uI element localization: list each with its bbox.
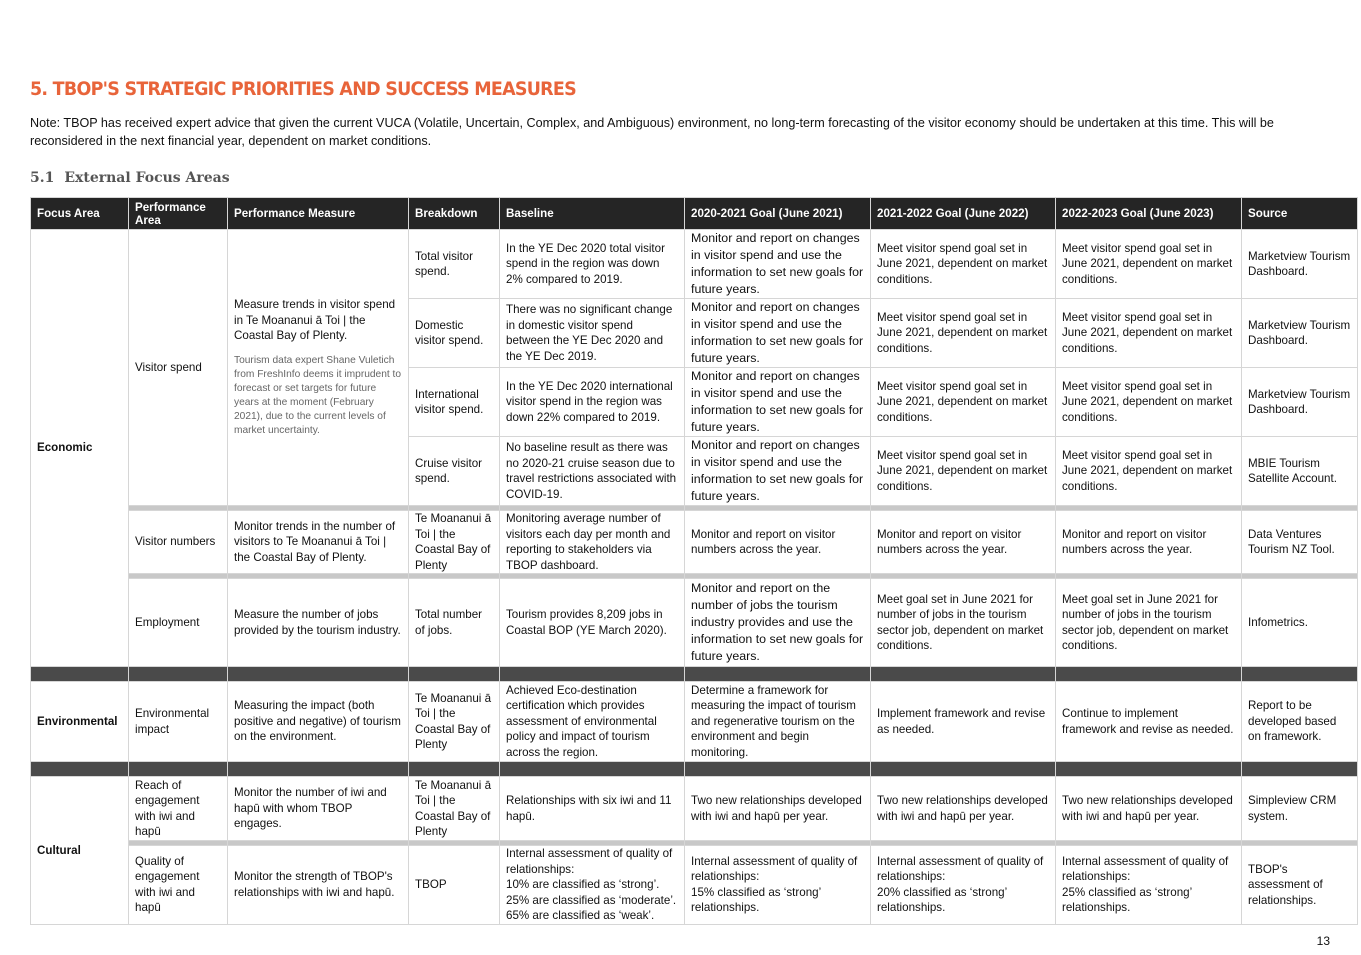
- focus-area-economic: Economic: [31, 230, 129, 667]
- goal-intro: Internal assessment of quality of relationships:: [691, 854, 858, 884]
- goal-2021-cell: Monitor and report on changes in visitor spend and use the information to set new goals for future years.: [685, 230, 871, 299]
- goal-intro: Internal assessment of quality of relationships:: [1062, 854, 1229, 884]
- performance-area-visitor-numbers: Visitor numbers: [129, 511, 228, 574]
- measure-note: Tourism data expert Shane Vuletich from FreshInfo deems it imprudent to forecast or set targets for future years at the moment (February 2021), due to the current levels of market uncertainty.: [234, 354, 402, 436]
- subsection-title: External Focus Areas: [64, 170, 230, 186]
- section-divider: [31, 667, 1358, 682]
- header-focus-area: Focus Area: [31, 198, 129, 230]
- measure-employment: Measure the number of jobs provided by the tourism industry.: [228, 579, 409, 667]
- goal-2021-cell: Determine a framework for measuring the impact of tourism and regenerative tourism on the environment and begin monitoring.: [685, 682, 871, 762]
- baseline-cell: [500, 846, 685, 925]
- section-heading: 5. TBOP'S STRATEGIC PRIORITIES AND SUCCESS MEASURES: [30, 78, 576, 100]
- measure-reach: Monitor the number of iwi and hapū with whom TBOP engages.: [228, 777, 409, 841]
- goal-2021-cell: Monitor and report on changes in visitor spend and use the information to set new goals for future years.: [685, 299, 871, 368]
- source-cell: TBOP's assessment of relationships.: [1242, 846, 1358, 925]
- goal-2023-cell: Monitor and report on visitor numbers across the year.: [1056, 511, 1242, 574]
- header-goal-2023: 2022-2023 Goal (June 2023): [1056, 198, 1242, 230]
- source-cell: Simpleview CRM system.: [1242, 777, 1358, 841]
- header-source: Source: [1242, 198, 1358, 230]
- breakdown-cell: Te Moananui ā Toi | the Coastal Bay of Plenty: [409, 777, 500, 841]
- header-performance-measure: Performance Measure: [228, 198, 409, 230]
- goal-line: 25% classified as ‘strong’ relationships.: [1062, 885, 1192, 915]
- table-header-row: [31, 198, 1358, 230]
- source-cell: Infometrics.: [1242, 579, 1358, 667]
- breakdown-cell: Te Moananui ā Toi | the Coastal Bay of Plenty: [409, 511, 500, 574]
- measure-visitor-spend: [228, 230, 409, 506]
- header-baseline: Baseline: [500, 198, 685, 230]
- section-divider: [31, 762, 1358, 777]
- goal-2022-cell: Monitor and report on visitor numbers across the year.: [871, 511, 1056, 574]
- table-row: [31, 846, 1358, 925]
- goal-2021-cell: [685, 846, 871, 925]
- baseline-cell: Monitoring average number of visitors each day per month and reporting to stakeholders via TBOP dashboard.: [500, 511, 685, 574]
- baseline-cell: In the YE Dec 2020 total visitor spend in the region was down 2% compared to 2019.: [500, 230, 685, 299]
- measure-environmental-impact: Measuring the impact (both positive and negative) of tourism on the environment.: [228, 682, 409, 762]
- baseline-cell: There was no significant change in domestic visitor spend between the YE Dec 2020 and the YE Dec 2019.: [500, 299, 685, 368]
- table-row: [31, 579, 1358, 667]
- focus-area-environmental: Environmental: [31, 682, 129, 762]
- source-cell: Marketview Tourism Dashboard.: [1242, 230, 1358, 299]
- performance-area-environmental-impact: Environmental impact: [129, 682, 228, 762]
- performance-area-visitor-spend: Visitor spend: [129, 230, 228, 506]
- header-goal-2021: 2020-2021 Goal (June 2021): [685, 198, 871, 230]
- table-row: [31, 777, 1358, 841]
- source-cell: Data Ventures Tourism NZ Tool.: [1242, 511, 1358, 574]
- focus-area-cultural: Cultural: [31, 777, 129, 925]
- source-cell: Marketview Tourism Dashboard.: [1242, 299, 1358, 368]
- baseline-line: 10% are classified as ‘strong’.: [506, 878, 660, 891]
- goal-2023-cell: [1056, 846, 1242, 925]
- goal-2023-cell: Meet visitor spend goal set in June 2021, dependent on market conditions.: [1056, 299, 1242, 368]
- baseline-cell: Relationships with six iwi and 11 hapū.: [500, 777, 685, 841]
- breakdown-cell: Total visitor spend.: [409, 230, 500, 299]
- goal-line: 20% classified as ‘strong’ relationships.: [877, 885, 1007, 915]
- header-goal-2022: 2021-2022 Goal (June 2022): [871, 198, 1056, 230]
- measure-quality: Monitor the strength of TBOP's relationships with iwi and hapū.: [228, 846, 409, 925]
- subsection-number: 5.1: [30, 170, 55, 186]
- goal-2022-cell: [871, 846, 1056, 925]
- goal-2022-cell: Meet visitor spend goal set in June 2021, dependent on market conditions.: [871, 437, 1056, 506]
- baseline-cell: In the YE Dec 2020 international visitor spend in the region was down 22% compared to 2019.: [500, 368, 685, 437]
- table-row: [31, 230, 1358, 299]
- breakdown-cell: Te Moananui ā Toi | the Coastal Bay of Plenty: [409, 682, 500, 762]
- goal-2023-cell: Meet visitor spend goal set in June 2021, dependent on market conditions.: [1056, 230, 1242, 299]
- breakdown-cell: Total number of jobs.: [409, 579, 500, 667]
- goal-2021-cell: Monitor and report on changes in visitor spend and use the information to set new goals for future years.: [685, 437, 871, 506]
- baseline-line: 65% are classified as ‘weak’.: [506, 909, 655, 922]
- goal-2023-cell: Continue to implement framework and revise as needed.: [1056, 682, 1242, 762]
- goal-2023-cell: Two new relationships developed with iwi and hapū per year.: [1056, 777, 1242, 841]
- goal-2023-cell: Meet visitor spend goal set in June 2021, dependent on market conditions.: [1056, 368, 1242, 437]
- goal-2022-cell: Meet visitor spend goal set in June 2021, dependent on market conditions.: [871, 368, 1056, 437]
- performance-area-employment: Employment: [129, 579, 228, 667]
- goal-2023-cell: Meet goal set in June 2021 for number of jobs in the tourism sector job, dependent on market conditions.: [1056, 579, 1242, 667]
- breakdown-cell: Domestic visitor spend.: [409, 299, 500, 368]
- measure-visitor-numbers: Monitor trends in the number of visitors to Te Moananui ā Toi | the Coastal Bay of Plenty.: [228, 511, 409, 574]
- baseline-line: 25% are classified as ‘moderate’.: [506, 893, 677, 907]
- source-cell: Report to be developed based on framework.: [1242, 682, 1358, 762]
- table-row: [31, 511, 1358, 574]
- breakdown-cell: TBOP: [409, 846, 500, 925]
- forecast-note: Note: TBOP has received expert advice that given the current VUCA (Volatile, Uncertain, Complex, and Ambiguous) environment, no long-term forecasting of the visitor economy should be undertaken at this time. This will be reconsidered in the next financial year, dependent on market conditions.: [30, 116, 1274, 148]
- goal-2022-cell: Implement framework and revise as needed.: [871, 682, 1056, 762]
- measure-text: Measure trends in visitor spend in Te Moananui ā Toi | the Coastal Bay of Plenty.: [234, 298, 396, 343]
- goal-2023-cell: Meet visitor spend goal set in June 2021, dependent on market conditions.: [1056, 437, 1242, 506]
- baseline-cell: Tourism provides 8,209 jobs in Coastal BOP (YE March 2020).: [500, 579, 685, 667]
- goal-2022-cell: Meet visitor spend goal set in June 2021, dependent on market conditions.: [871, 230, 1056, 299]
- breakdown-cell: International visitor spend.: [409, 368, 500, 437]
- page-number: 13: [1316, 934, 1330, 948]
- goal-2021-cell: Monitor and report on the number of jobs the tourism industry provides and use the information to set new goals for future years.: [685, 579, 871, 667]
- goal-intro: Internal assessment of quality of relationships:: [877, 854, 1044, 884]
- baseline-cell: No baseline result as there was no 2020-21 cruise season due to travel restrictions associated with COVID-19.: [500, 437, 685, 506]
- header-breakdown: Breakdown: [409, 198, 500, 230]
- goal-2022-cell: Meet visitor spend goal set in June 2021, dependent on market conditions.: [871, 299, 1056, 368]
- table-row: [31, 682, 1358, 762]
- breakdown-cell: Cruise visitor spend.: [409, 437, 500, 506]
- goal-2022-cell: Meet goal set in June 2021 for number of jobs in the tourism sector job, dependent on market conditions.: [871, 579, 1056, 667]
- header-performance-area: Performance Area: [129, 198, 228, 230]
- performance-area-quality: Quality of engagement with iwi and hapū: [129, 846, 228, 925]
- goal-2021-cell: Monitor and report on visitor numbers across the year.: [685, 511, 871, 574]
- goal-2021-cell: Monitor and report on changes in visitor spend and use the information to set new goals for future years.: [685, 368, 871, 437]
- baseline-intro: Internal assessment of quality of relationships:: [506, 847, 673, 876]
- goal-2022-cell: Two new relationships developed with iwi and hapū per year.: [871, 777, 1056, 841]
- source-cell: Marketview Tourism Dashboard.: [1242, 368, 1358, 437]
- source-cell: MBIE Tourism Satellite Account.: [1242, 437, 1358, 506]
- subsection-heading: [30, 170, 240, 186]
- goal-2021-cell: Two new relationships developed with iwi and hapū per year.: [685, 777, 871, 841]
- baseline-cell: Achieved Eco-destination certification which provides assessment of environmental policy and impact of tourism across the region.: [500, 682, 685, 762]
- external-focus-areas-table: [30, 197, 1358, 925]
- goal-line: 15% classified as ‘strong’ relationships.: [691, 885, 821, 915]
- performance-area-reach: Reach of engagement with iwi and hapū: [129, 777, 228, 841]
